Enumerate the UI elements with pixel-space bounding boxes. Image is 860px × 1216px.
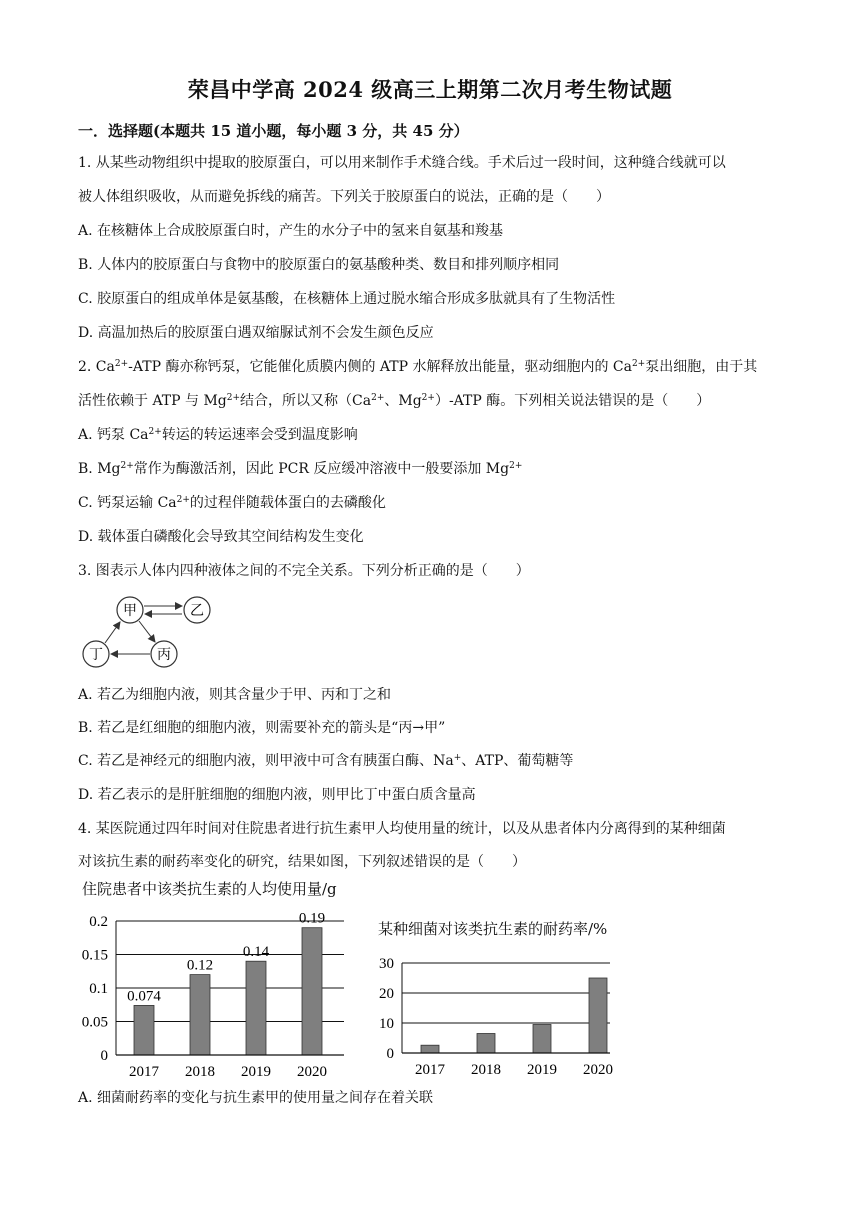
- x-tick-label: 2017: [415, 1062, 445, 1078]
- bar: [533, 1025, 551, 1054]
- section-heading: 一．选择题(本题共 15 道小题，每小题 3 分，共 45 分）: [78, 122, 469, 140]
- data-label: 0.12: [186, 957, 214, 974]
- x-tick-label: 2020: [297, 1064, 327, 1080]
- x-tick-label: 2018: [185, 1064, 215, 1080]
- bar: [246, 961, 266, 1055]
- data-label: 0.074: [127, 988, 161, 1005]
- q3-option-c: C. 若乙是神经元的细胞内液，则甲液中可含有胰蛋白酶、Na+、ATP、葡萄糖等: [78, 753, 574, 769]
- q2-option-d: D. 载体蛋白磷酸化会导致其空间结构发生变化: [78, 529, 364, 545]
- y-tick-label: 0: [100, 1048, 108, 1064]
- arrow-jia-to-bing: [139, 621, 155, 642]
- q2-option-a: A. 钙泵 $Ca^{2+}$转运的转运速率会受到温度影响: [78, 427, 358, 443]
- q2-stem-line-1: 2. $Ca^{2+}$-ATP 酶亦称钙泵，它能催化质膜内侧的 ATP 水解释放出能量，驱动细胞内的 $Ca^{2+}$泵出细胞，由于其: [78, 359, 758, 375]
- q1-option-d: D. 高温加热后的胶原蛋白遇双缩脲试剂不会发生颜色反应: [78, 325, 434, 341]
- y-tick-label: 10: [379, 1016, 394, 1032]
- data-label: 0.19: [298, 910, 326, 927]
- bar: [477, 1034, 495, 1054]
- q1-option-a: A. 在核糖体上合成胶原蛋白时，产生的水分子中的氢来自氨基和羧基: [78, 223, 504, 239]
- q4-option-a: A. 细菌耐药率的变化与抗生素甲的使用量之间存在着关联: [78, 1090, 434, 1106]
- x-tick-label: 2020: [583, 1062, 613, 1078]
- q4-stem-line-1: 4. 某医院通过四年时间对住院患者进行抗生素甲人均使用量的统计，以及从患者体内分离得到的某种细菌: [78, 821, 726, 837]
- q2-option-b: B. $Mg^{2+}$常作为酶激活剂，因此 PCR 反应缓冲溶液中一般要添加 $Mg^{2+}$: [78, 461, 523, 477]
- y-tick-label: 0.1: [89, 981, 108, 997]
- y-tick-label: 30: [379, 956, 394, 972]
- x-tick-label: 2019: [241, 1064, 271, 1080]
- q3-option-b: B. 若乙是红细胞的细胞内液，则需要补充的箭头是“丙→甲”: [78, 720, 446, 736]
- q2-stem-line-2: 活性依赖于 ATP 与 $Mg^{2+}$结合，所以又称（$Ca^{2+}$、$Mg^{2+}$）-ATP 酶。下列相关说法错误的是（ ）: [78, 393, 711, 409]
- resistance-bar-chart: [358, 945, 618, 1085]
- node-jia-label: 甲: [123, 603, 137, 619]
- y-tick-label: 0.05: [81, 1014, 108, 1031]
- node-bing-label: 丙: [157, 647, 171, 663]
- q2-option-c: C. 钙泵运输 $Ca^{2+}$的过程伴随载体蛋白的去磷酸化: [78, 495, 386, 511]
- q3-option-a: A. 若乙为细胞内液，则其含量少于甲、丙和丁之和: [78, 687, 392, 703]
- q1-stem-line-1: 1. 从某些动物组织中提取的胶原蛋白，可以用来制作手术缝合线。手术后过一段时间，这种缝合线就可以: [78, 155, 726, 171]
- x-tick-label: 2017: [129, 1064, 159, 1080]
- q1-option-c: C. 胶原蛋白的组成单体是氨基酸，在核糖体上通过脱水缩合形成多肽就具有了生物活性: [78, 291, 616, 307]
- fluid-relationship-diagram: [78, 592, 228, 672]
- q3-option-d: D. 若乙表示的是肝脏细胞的细胞内液，则甲比丁中蛋白质含量高: [78, 787, 476, 803]
- arrow-ding-to-jia: [105, 622, 120, 643]
- node-ding-label: 丁: [89, 647, 103, 663]
- y-tick-label: 20: [379, 986, 394, 1002]
- bar: [302, 928, 322, 1055]
- q1-option-b: B. 人体内的胶原蛋白与食物中的胶原蛋白的氨基酸种类、数目和排列顺序相同: [78, 257, 560, 273]
- q4-stem-line-2: 对该抗生素的耐药率变化的研究，结果如图，下列叙述错误的是（ ）: [78, 854, 526, 870]
- bar: [190, 975, 210, 1055]
- bar: [421, 1045, 439, 1053]
- q1-stem-line-2: 被人体组织吸收，从而避免拆线的痛苦。下列关于胶原蛋白的说法，正确的是（ ）: [78, 189, 610, 205]
- y-tick-label: 0: [386, 1046, 394, 1062]
- bar: [134, 1005, 154, 1055]
- usage-bar-chart: [70, 900, 360, 1085]
- y-tick-label: 0.2: [89, 914, 108, 930]
- x-tick-label: 2019: [527, 1062, 557, 1078]
- bar: [589, 978, 607, 1053]
- chart-2-title: 某种细菌对该类抗生素的耐药率/%: [378, 920, 608, 938]
- data-label: 0.14: [242, 944, 270, 961]
- q3-stem: 3. 图表示人体内四种液体之间的不完全关系。下列分析正确的是（ ）: [78, 563, 530, 579]
- x-tick-label: 2018: [471, 1062, 501, 1078]
- y-tick-label: 0.15: [81, 947, 108, 964]
- node-yi-label: 乙: [190, 603, 204, 619]
- chart-1-title: 住院患者中该类抗生素的人均使用量/g: [82, 880, 337, 898]
- page-title: 荣昌中学高 2024 级高三上期第二次月考生物试题: [187, 77, 673, 102]
